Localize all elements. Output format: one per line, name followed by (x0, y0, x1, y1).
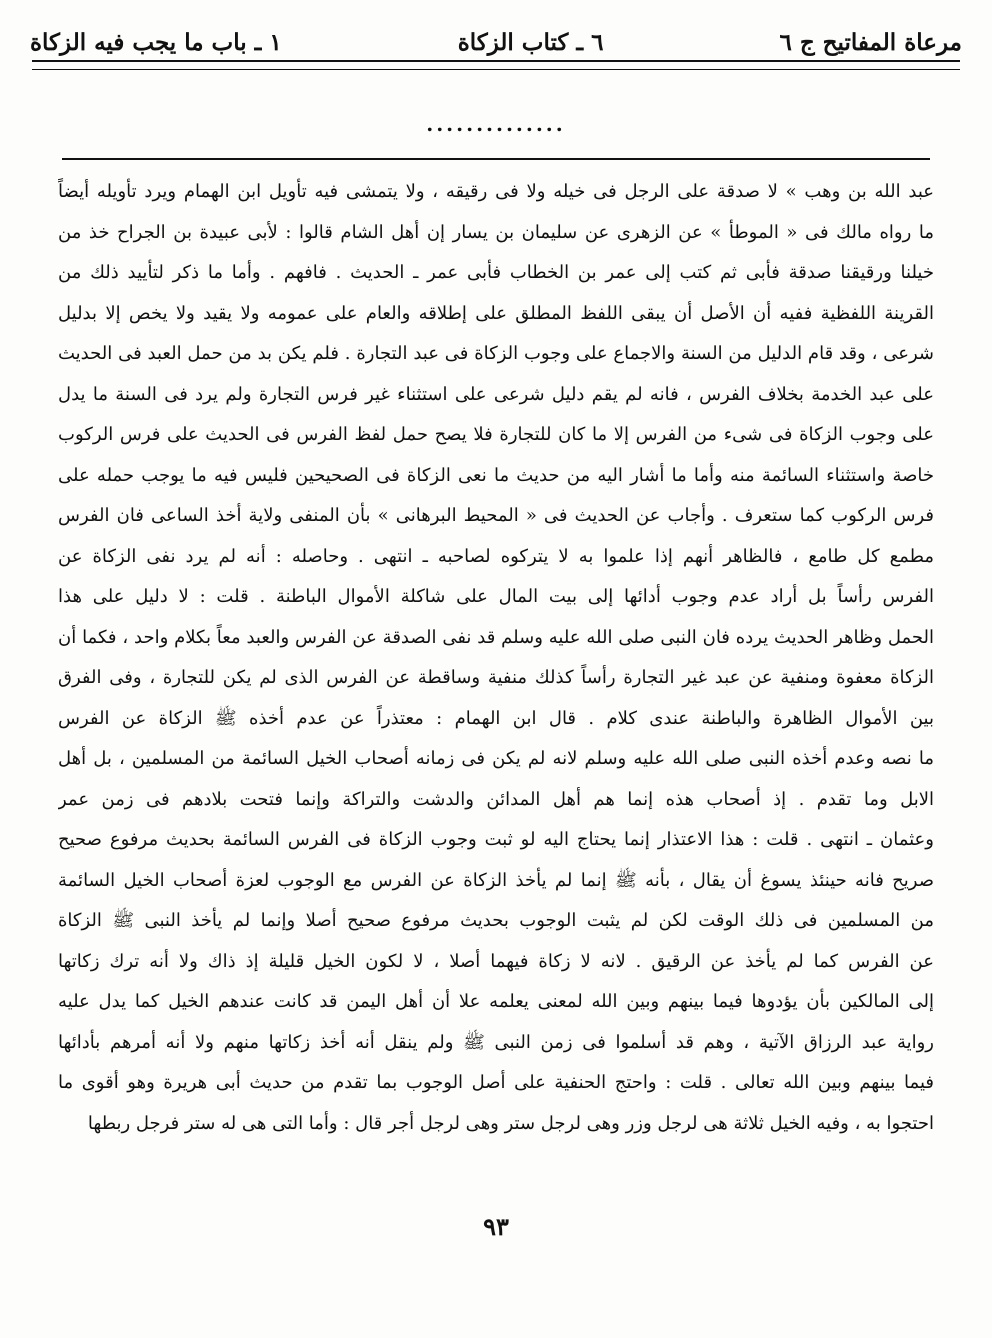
text-line: على عبد الخدمة بخلاف الفرس ، فانه لم يقم دليل شرعى على استثناء غير فرس التجارة ولم يرد فى السنة ما يدل (58, 383, 934, 405)
text-line: على وجوب الزكاة فى شىء من الفرس إلا ما كان للتجارة فلا يصح حمل لفظ الفرس فى الحديث على فرس الركوب (58, 424, 934, 445)
body-top-rule (62, 158, 930, 160)
text-line: الزكاة معفوة ومنفية عن عبد غير التجارة رأساً كذلك منفية وساقطة عن الفرس الذى لم يكن للتجارة ، وفى الفرق (58, 667, 934, 688)
header-book-title: مرعاة المفاتيح ج ٦ (779, 28, 962, 56)
header-chapter-title: ١ ـ باب ما يجب فيه الزكاة (30, 28, 282, 56)
text-line: الابل وما تقدم . إذ أصحاب هذه إنما هم أهل المدائن والدشت والتراكة وإنما فتحت بلادهم فى زمن عمر (58, 788, 934, 810)
text-line: فرس الركوب كما ستعرف . وأجاب عن الحديث فى « المحيط البرهانى » بأن المنفى ولاية أخذ الساعى فان الفرس (58, 505, 934, 526)
text-line: رواية عبد الرزاق الآتية ، وهم قد أسلموا فى زمن النبى ﷺ ولم ينقل أنه أخذ زكاتها منهم ولا أنه أمرهم بأدائها (58, 1031, 934, 1053)
text-line: شرعى ، وقد قام الدليل من السنة والاجماع على وجوب الزكاة فى عبد التجارة . فلم يكن بد من حمل العبد فى الحديث (58, 343, 934, 364)
text-line: صريح فانه حينئذ يسوغ أن يقال ، بأنه ﷺ إنما لم يأخذ الزكاة عن الفرس مع الوجوب لعزة أصحاب الخيل السائمة (58, 869, 934, 891)
running-header (30, 22, 962, 62)
text-line: خيلنا ورقيقنا صدقة فأبى ثم كتب إلى عمر بن الخطاب فأبى عمر ـ الحديث . فافهم . وأما ما ذكر لتأييد ذلك من (58, 262, 934, 283)
text-line: مطمع كل طامع ، فالظاهر أنهم إذا علموا به لا يتركوه لصاحبه ـ انتهى . وحاصله : أنه لم يرد نفى الزكاة عن (58, 545, 934, 567)
page-number: ٩٣ (483, 1212, 509, 1241)
text-line: فيما بينهم وبين الله تعالى . قلت : واحتج الحنفية على أصل الوجوب بما تقدم من حديث أبى هريرة وهو أقوى ما (58, 1072, 934, 1093)
text-line: عن الفرس كما لم يأخذ عن الرقيق . لانه لا زكاة فيهما أصلا ، لا لكون الخيل قليلة إذ ذاك ولا أنه ترك زكاتها (58, 950, 934, 972)
text-line: الفرس رأساً بل أراد عدم وجوب أدائها إلى بيت المال على شاكلة الأموال الباطنة . قلت : لا دليل على هذا (58, 586, 934, 607)
text-line: ما نصه وعدم أخذه النبى صلى الله عليه وسلم لانه لم يكن فى زمانه أصحاب الخيل السائمة من المسلمين ، بل أهل (58, 748, 934, 769)
header-double-rule (32, 60, 960, 70)
text-line: بين الأموال الظاهرة والباطنة عندى كلام . قال ابن الهمام : معتذراً عن عدم أخذه ﷺ الزكاة عن الفرس (58, 707, 934, 729)
text-line: القرينة اللفظية ففيه أن الأصل أن يبقى اللفظ المطلق على إطلاقه والعام على عمومه ولا يقيد ولا يخص إلا بدليل (58, 302, 934, 324)
text-line: احتجوا به ، وفيه الخيل ثلاثة هى لرجل وزر وهى لرجل ستر وهى لرجل أجر قال : وأما التى هى له ستر فرجل ربطها (87, 1112, 934, 1134)
text-line: إلى المالكين بأن يؤدوها فيما بينهم وبين الله لمعنى يعلمه علا أن أهل اليمن قد كانت عندهم الخيل كما يدل عليه (58, 991, 934, 1012)
text-line: ما رواه مالك فى « الموطأ » عن الزهرى عن سليمان بن يسار إن أهل الشام قالوا : لأبى عبيدة بن الجراح خذ من (58, 221, 934, 243)
text-line: عبد الله بن وهب » لا صدقة على الرجل فى خيله ولا فى رقيقه ، ولا يتمشى فيه تأويل ابن الهمام ويرد تأويله أيضاً (58, 181, 934, 202)
section-separator-dots: .............. (426, 112, 566, 136)
text-line: الحمل وظاهر الحديث يرده فان النبى صلى الله عليه وسلم قد نفى الصدقة عن الفرس والعبد معاً بكلام واحد ، فكما أن (58, 626, 934, 648)
header-section-title: ٦ ـ كتاب الزكاة (457, 28, 604, 56)
text-line: من المسلمين فى ذلك الوقت لكن لم يثبت الوجوب بحديث مرفوع صحيح أصلا وإنما لم يأخذ النبى ﷺ الزكاة (58, 910, 934, 931)
text-line: خاصة واستثناء السائمة منه وأما ما أشار اليه من حديث ما نعى الزكاة فى الصحيحين فليس فيه ما يوجب حمله على (58, 464, 934, 486)
text-line: وعثمان ـ انتهى . قلت : هذا الاعتذار إنما يحتاج اليه لو ثبت وجوب الزكاة فى الفرس السائمة بحديث مرفوع صحيح (58, 829, 934, 850)
body-text (58, 172, 934, 1144)
